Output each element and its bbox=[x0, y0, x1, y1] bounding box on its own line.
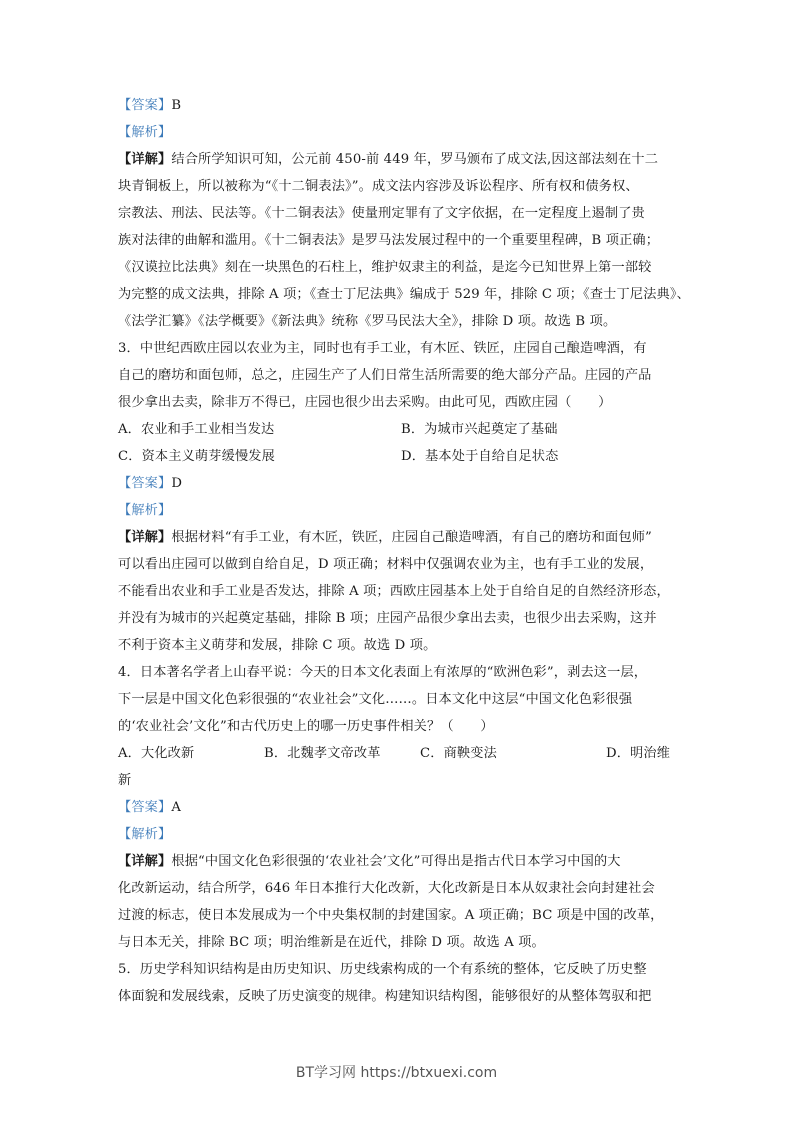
detail-line: 为完整的成文法典，排除 A 项；《查士丁尼法典》编成于 529 年，排除 C 项；《查士丁尼法典》、 bbox=[118, 287, 690, 302]
detail-line: 与日本无关，排除 BC 项；明治维新是在近代，排除 D 项。故选 A 项。 bbox=[118, 935, 545, 950]
detail-label: 【详解】 bbox=[118, 530, 172, 545]
answer-label: 【答案】 bbox=[118, 98, 172, 113]
options-row bbox=[118, 740, 684, 767]
question-stem-line: 很少拿出去卖，除非万不得已，庄园也很少出去采购。由此可见，西欧庄园（ ） bbox=[118, 395, 612, 410]
detail-line: 族对法律的曲解和滥用。《十二铜表法》是罗马法发展过程中的一个重要里程碑，B 项正确； bbox=[118, 233, 660, 248]
detail-line: 不利于资本主义萌芽和发展，排除 C 项。故选 D 项。 bbox=[118, 638, 437, 653]
answer-line bbox=[118, 794, 684, 821]
analysis-label: 【解析】 bbox=[118, 125, 172, 140]
answer-value: B bbox=[171, 98, 182, 113]
option-c: C．资本主义萌芽缓慢发展 bbox=[118, 449, 275, 464]
answer-label: 【答案】 bbox=[118, 800, 172, 815]
question-stem-line: 3．中世纪西欧庄园以农业为主，同时也有手工业，有木匠、铁匠，庄园自己酿造啤酒，有 bbox=[118, 341, 647, 356]
footer-watermark: BT学习网 https://btxuexi.com bbox=[295, 1065, 498, 1081]
question-stem-line: 体面貌和发展线索，反映了历史演变的规律。构建知识结构图，能够很好的从整体驾驭和把 bbox=[118, 989, 652, 1004]
options-row bbox=[118, 416, 684, 443]
detail-line: 《汉谟拉比法典》刻在一块黑色的石柱上，维护奴隶主的利益，是迄今已知世界上第一部较 bbox=[118, 260, 652, 275]
options-row bbox=[118, 443, 684, 470]
answer-label: 【答案】 bbox=[118, 476, 172, 491]
question-stem-line: 4．日本著名学者上山春平说：今天的日本文化表面上有浓厚的“欧洲色彩”，剥去这一层， bbox=[118, 665, 648, 680]
answer-line bbox=[118, 92, 684, 119]
question-stem-line: 下一层是中国文化色彩很强的“农业社会”文化……。日本文化中这层“中国文化色彩很强 bbox=[118, 692, 633, 707]
option-a: A．大化改新 bbox=[118, 746, 195, 761]
detail-line: 过渡的标志，使日本发展成为一个中央集权制的封建国家。A 项正确；BC 项是中国的改革， bbox=[118, 908, 664, 923]
question-stem-line: 自己的磨坊和面包师，总之，庄园生产了人们日常生活所需要的绝大部分产品。庄园的产品 bbox=[118, 368, 652, 383]
detail-label: 【详解】 bbox=[118, 854, 172, 869]
detail-line: 【详解】根据“中国文化色彩很强的‘农业社会’文化”可得出是指古代日本学习中国的大 bbox=[118, 854, 621, 869]
option-c: C．商鞅变法 bbox=[420, 746, 497, 761]
detail-label: 【详解】 bbox=[118, 152, 172, 167]
analysis-label: 【解析】 bbox=[118, 503, 172, 518]
option-wrap-line: 新 bbox=[118, 773, 132, 788]
detail-line: 宗教法、刑法、民法等。《十二铜表法》使量刑定罪有了文字依据，在一定程度上遏制了贵 bbox=[118, 206, 645, 221]
answer-value: D bbox=[171, 476, 183, 491]
detail-line: 可以看出庄园可以做到自给自足，D 项正确；材料中仅强调农业为主，也有手工业的发展， bbox=[118, 557, 654, 572]
document-page bbox=[118, 92, 690, 1010]
detail-line: 块青铜板上，所以被称为“《十二铜表法》”。成文法内容涉及诉讼程序、所有权和债务权、 bbox=[118, 179, 639, 194]
option-d: D．明治维 bbox=[606, 746, 671, 761]
detail-line: 化改新运动，结合所学，646 年日本推行大化改新，大化改新是日本从奴隶社会向封建社会 bbox=[118, 881, 655, 896]
detail-line: 【详解】根据材料“有手工业，有木匠，铁匠，庄园自己酿造啤酒，有自己的磨坊和面包师” bbox=[118, 530, 652, 545]
answer-line bbox=[118, 470, 684, 497]
option-a: A．农业和手工业相当发达 bbox=[118, 422, 275, 437]
question-stem-line: 的‘农业社会’文化”和古代历史上的哪一历史事件相关？（ ） bbox=[118, 719, 494, 734]
detail-line: 不能看出农业和手工业是否发达，排除 A 项；西欧庄园基本上处于自给自足的自然经济形态， bbox=[118, 584, 670, 599]
analysis-label: 【解析】 bbox=[118, 827, 172, 842]
detail-line: 【详解】结合所学知识可知，公元前 450-前 449 年，罗马颁布了成文法,因这部法刻在十二 bbox=[118, 152, 659, 167]
option-d: D．基本处于自给自足状态 bbox=[401, 449, 559, 464]
detail-line: 《法学汇纂》《法学概要》《新法典》统称《罗马民法大全》，排除 D 项。故选 B 项。 bbox=[118, 314, 617, 329]
option-b: B．北魏孝文帝改革 bbox=[264, 746, 381, 761]
question-stem-line: 5．历史学科知识结构是由历史知识、历史线索构成的一个有系统的整体，它反映了历史整 bbox=[118, 962, 647, 977]
detail-line: 并没有为城市的兴起奠定基础，排除 B 项；庄园产品很少拿出去卖，也很少出去采购，这并 bbox=[118, 611, 657, 626]
option-b: B．为城市兴起奠定了基础 bbox=[401, 422, 558, 437]
answer-value: A bbox=[171, 800, 182, 815]
